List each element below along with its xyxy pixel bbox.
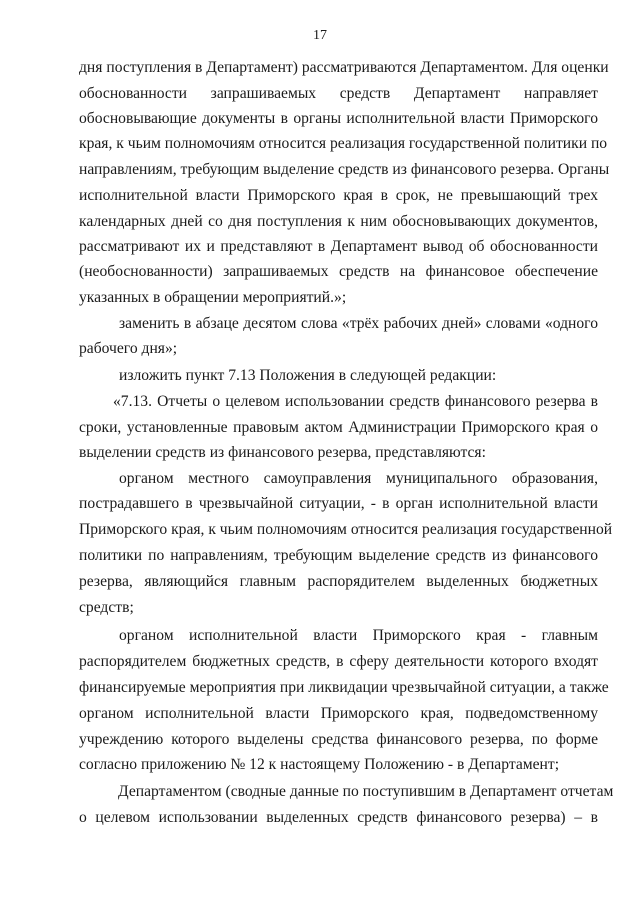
text-line: рабочего дня»;	[79, 340, 178, 357]
text-line: распорядителем бюджетных средств, в сферу деятельности которого входят	[79, 653, 598, 670]
text-line: о целевом использовании выделенных средств финансового резерва) – в	[79, 809, 598, 826]
text-line: выделении средств из финансового резерва, представляются:	[79, 444, 486, 461]
text-line: изложить пункт 7.13 Положения в следующей редакции:	[119, 367, 497, 384]
text-line: органом исполнительной власти Приморского края - главным	[119, 627, 598, 644]
text-line: обоснованности запрашиваемых средств Департамент направляет	[79, 85, 598, 102]
text-line: «7.13. Отчеты о целевом использовании средств финансового резерва в	[113, 393, 598, 410]
text-line: финансируемые мероприятия при ликвидации чрезвычайной ситуации, а также	[79, 679, 609, 696]
text-line: средств;	[79, 599, 134, 616]
text-line: заменить в абзаце десятом слова «трёх рабочих дней» словами «одного	[119, 315, 598, 332]
text-line: согласно приложению № 12 к настоящему Положению - в Департамент;	[79, 756, 560, 773]
text-line: органом исполнительной власти Приморского края, подведомственному	[79, 705, 598, 722]
text-line: календарных дней со дня поступления к ним обосновывающих документов,	[79, 213, 598, 230]
text-line: Департаментом (сводные данные по поступившим в Департамент отчетам	[118, 783, 614, 800]
text-line: сроки, установленные правовым актом Администрации Приморского края о	[79, 419, 598, 436]
text-line: учреждению которого выделены средства финансового резерва, по форме	[79, 731, 598, 748]
text-line: рассматривают их и представляют в Департамент вывод об обоснованности	[79, 238, 598, 255]
text-line: резерва, являющийся главным распорядителем выделенных бюджетных	[79, 573, 598, 590]
text-line: обосновывающие документы в органы исполнительной власти Приморского	[79, 110, 598, 127]
text-line: пострадавшего в чрезвычайной ситуации, - в орган исполнительной власти	[79, 495, 598, 512]
text-line: направлениям, требующим выделение средств из финансового резерва. Органы	[79, 161, 610, 178]
text-line: Приморского края, к чьим полномочиям относится реализация государственной	[79, 521, 613, 538]
text-line: края, к чьим полномочиям относится реализация государственной политики по	[79, 135, 608, 152]
text-line: (необоснованности) запрашиваемых средств на финансовое обеспечение	[79, 263, 598, 280]
page-number: 17	[313, 28, 327, 43]
text-line: указанных в обращении мероприятий.»;	[79, 289, 347, 306]
text-line: дня поступления в Департамент) рассматриваются Департаментом. Для оценки	[79, 59, 609, 76]
text-line: политики по направлениям, требующим выделение средств из финансового	[79, 547, 598, 564]
text-line: исполнительной власти Приморского края в срок, не превышающий трех	[79, 187, 598, 204]
text-line: органом местного самоуправления муниципального образования,	[119, 470, 598, 487]
